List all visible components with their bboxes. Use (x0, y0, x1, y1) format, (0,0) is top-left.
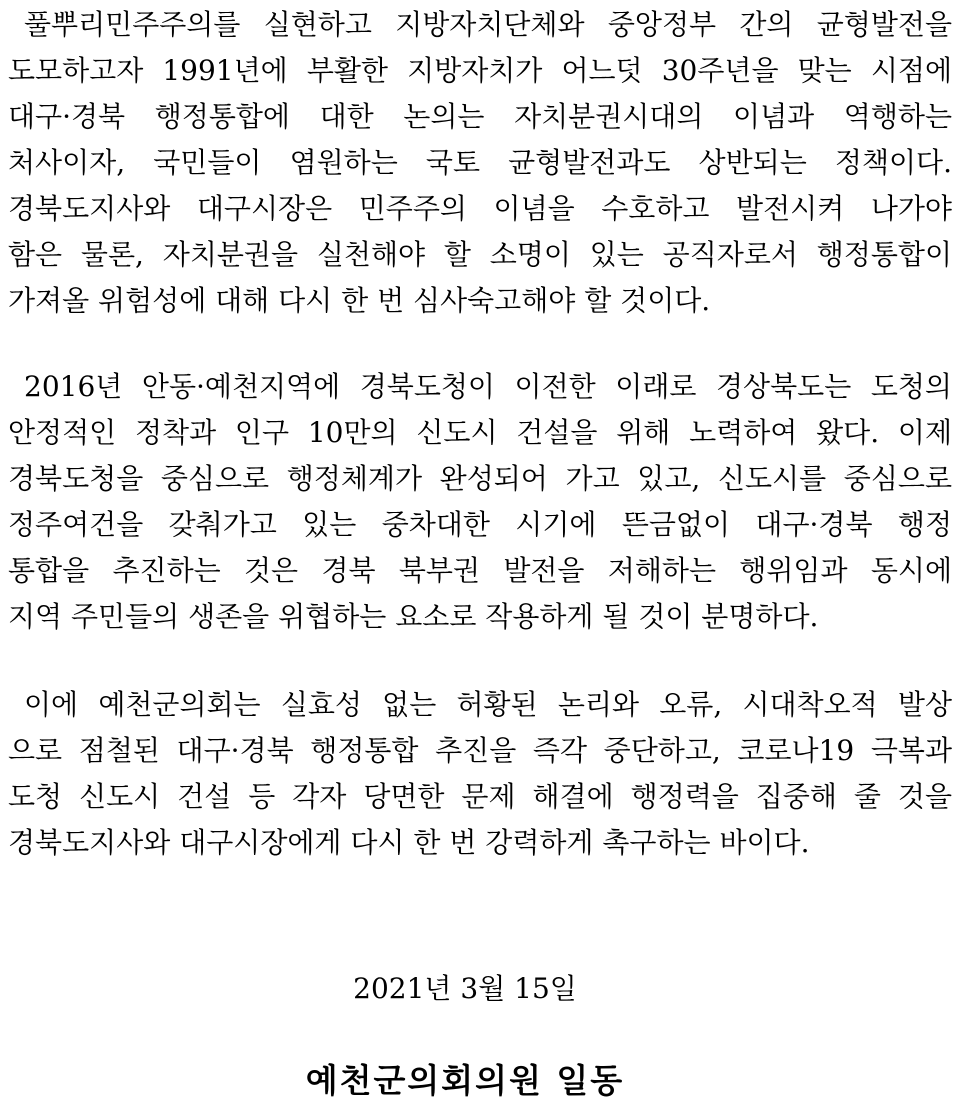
paragraph-3 (8, 682, 952, 866)
text-line: 함은 물론, 자치분권을 실천해야 할 소명이 있는 공직자로서 행정통합이 (8, 238, 952, 271)
text-line: 경북도지사와 대구시장에게 다시 한 번 강력하게 촉구하는 바이다. (8, 826, 810, 859)
text-line: 정주여건을 갖춰가고 있는 중차대한 시기에 뜬금없이 대구·경북 행정 (8, 508, 952, 541)
paragraph-1 (8, 2, 952, 324)
text-line: 경북도지사와 대구시장은 민주주의 이념을 수호하고 발전시켜 나가야 (8, 192, 952, 225)
text-line: 가져올 위험성에 대해 다시 한 번 심사숙고해야 할 것이다. (8, 284, 711, 317)
signatory: 예천군의회의원 일동 (305, 1061, 625, 1100)
document-date: 2021년 3월 15일 (353, 972, 577, 1005)
text-line: 통합을 추진하는 것은 경북 북부권 발전을 저해하는 행위임과 동시에 (8, 554, 952, 587)
text-line: 으로 점철된 대구·경북 행정통합 추진을 즉각 중단하고, 코로나19 극복과 (8, 734, 952, 767)
text-line: 풀뿌리민주주의를 실현하고 지방자치단체와 중앙정부 간의 균형발전을 (24, 8, 952, 41)
text-line: 경북도청을 중심으로 행정체계가 완성되어 가고 있고, 신도시를 중심으로 (8, 462, 952, 495)
text-line: 도모하고자 1991년에 부활한 지방자치가 어느덧 30주년을 맞는 시점에 (8, 54, 952, 87)
text-line: 대구·경북 행정통합에 대한 논의는 자치분권시대의 이념과 역행하는 (8, 100, 952, 133)
text-line: 이에 예천군의회는 실효성 없는 허황된 논리와 오류, 시대착오적 발상 (24, 688, 952, 721)
text-line: 안정적인 정착과 인구 10만의 신도시 건설을 위해 노력하여 왔다. 이제 (8, 416, 952, 449)
paragraph-2 (8, 364, 952, 640)
text-line: 처사이자, 국민들이 염원하는 국토 균형발전과도 상반되는 정책이다. (8, 146, 952, 179)
text-line: 지역 주민들의 생존을 위협하는 요소로 작용하게 될 것이 분명하다. (8, 600, 819, 633)
text-line: 도청 신도시 건설 등 각자 당면한 문제 해결에 행정력을 집중해 줄 것을 (8, 780, 952, 813)
text-line: 2016년 안동·예천지역에 경북도청이 이전한 이래로 경상북도는 도청의 (24, 370, 952, 403)
